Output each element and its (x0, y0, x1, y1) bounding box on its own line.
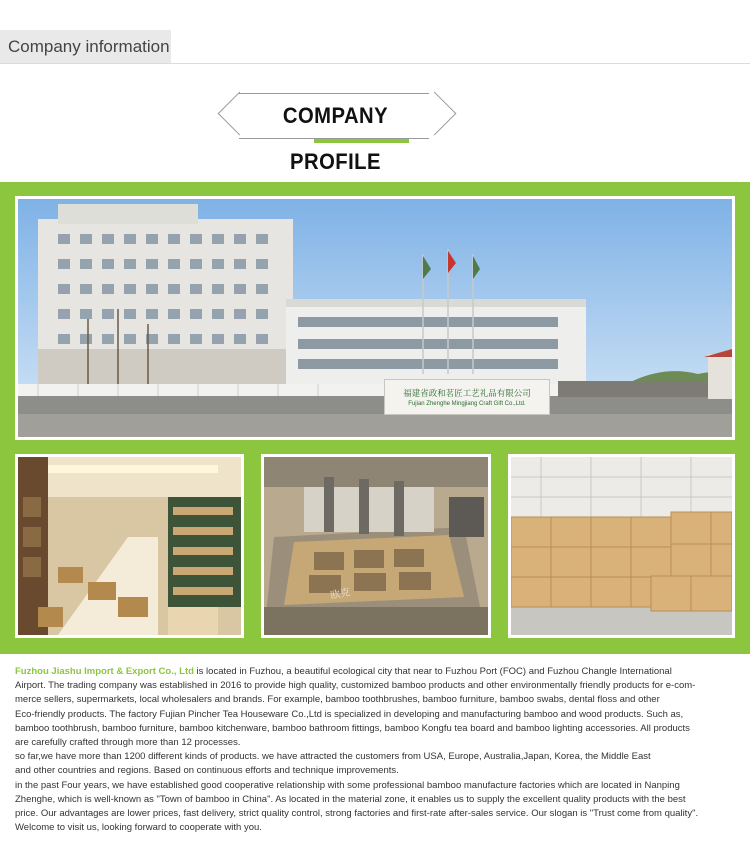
description-line: bamboo toothbrush, bamboo furniture, bamboo kitchenware, bamboo bathroom fittings, bamboo Kongfu tea board and bamboo lighting accessories. All products (15, 722, 690, 734)
photo-gallery-panel (0, 182, 750, 654)
sign-chinese-text: 福建省政和茗匠工艺礼品有限公司 (403, 389, 531, 399)
description-line: so far,we have more than 1200 different kinds of products. we have attracted the customers from USA, Europe, Australia,Japan, Korea, the Middle East (15, 751, 651, 763)
company-description (15, 665, 740, 835)
showroom-image (18, 457, 241, 635)
company-name-link[interactable]: Fuzhou Jiashu Import & Export Co., Ltd (15, 666, 194, 677)
description-line: price. Our advantages are lower prices, fast delivery, strict quality control, strong factories and first-rate after-sales service. Our slogan is "Trust come from quality". (15, 808, 699, 820)
factory-building-image (18, 199, 732, 437)
description-line: Welcome to visit us, looking forward to cooperate with you. (15, 822, 262, 834)
description-line: merce sellers, supermarkets, local wholesalers and brands. For example, bamboo toothbrushes, bamboo furniture, bamboo swabs, dental floss and other (15, 694, 660, 706)
header-divider (0, 63, 750, 64)
factory-building-photo (15, 196, 735, 440)
page-title: COMPANY PROFILE (282, 103, 389, 174)
description-line: Eco-friendly products. The factory Fujian Pincher Tea Houseware Co.,Ltd is specialized in developing and manufacturing bamboo and wood products. Such as, (15, 708, 684, 720)
machine-brand-label: 欧克 (329, 586, 352, 602)
description-line: are carefully crafted through more than 12 processes. (15, 737, 241, 749)
warehouse-image (511, 457, 732, 635)
description-line: Fuzhou Jiashu Import & Export Co., Ltd is located in Fuzhou, a beautiful ecological city that near to Fuzhou Port (FOC) and Fuzhou Changle International (15, 666, 672, 677)
company-information-tab[interactable]: Company information (0, 30, 171, 63)
showroom-photo (15, 454, 244, 638)
section-header (0, 0, 750, 64)
cnc-machine-image (264, 457, 488, 635)
warehouse-photo (508, 454, 735, 638)
title-underline (314, 139, 409, 143)
description-line: Airport. The trading company was established in 2016 to provide high quality, customized bamboo products and other environmentally friendly products for e-com- (15, 680, 696, 692)
company-profile-banner (229, 93, 442, 174)
company-sign-board (384, 379, 550, 415)
workshop-machine-photo (261, 454, 491, 638)
description-line: Zhenghe, which is well-known as "Town of bamboo in China". As located in the material zone, it enables us to supply the excellent quality products with the best (15, 793, 686, 805)
description-line: in the past Four years, we have established good cooperative relationship with some professional bamboo manufacture factories which are located in Nanping (15, 779, 680, 791)
sign-english-text: Fujian Zhenghe Mingjiang Craft Gift Co.,Ltd. (408, 401, 526, 407)
description-line: and other countries and regions. Based on continuous efforts and technique improvements. (15, 765, 399, 777)
